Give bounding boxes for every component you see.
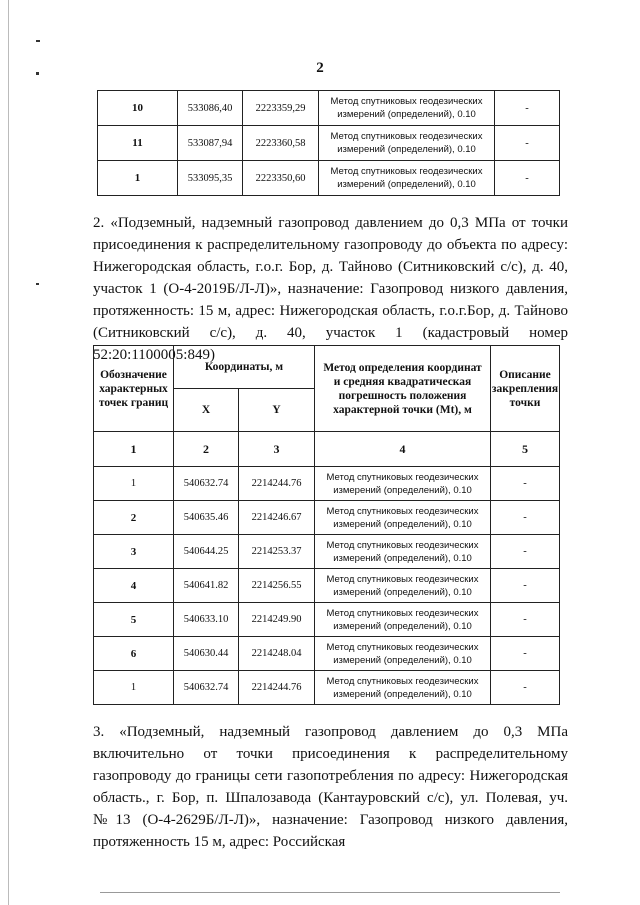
header-point: Обозначение характерных точек границ	[94, 346, 174, 432]
y-cell: 2214249.90	[239, 603, 315, 637]
table-row	[94, 535, 560, 569]
table-row	[94, 637, 560, 671]
table-row	[94, 569, 560, 603]
y-cell: 2223359,29	[243, 91, 319, 126]
point-cell: 2	[94, 501, 174, 535]
table-row	[94, 671, 560, 705]
x-cell: 540632.74	[174, 467, 239, 501]
description-cell: -	[491, 671, 560, 705]
point-cell: 1	[94, 671, 174, 705]
x-cell: 540644.25	[174, 535, 239, 569]
x-cell: 533086,40	[178, 91, 243, 126]
y-cell: 2223360,58	[243, 126, 319, 161]
description-cell: -	[495, 91, 560, 126]
method-cell: Метод спутниковых геодезических измерений (определений), 0.10	[315, 637, 491, 671]
coordinates-table-continued	[97, 90, 560, 196]
point-cell: 1	[94, 467, 174, 501]
header-x: X	[174, 389, 239, 432]
column-number: 3	[239, 432, 315, 467]
point-cell: 5	[94, 603, 174, 637]
table-row	[94, 501, 560, 535]
point-cell: 6	[94, 637, 174, 671]
y-cell: 2214244.76	[239, 467, 315, 501]
column-number: 2	[174, 432, 239, 467]
x-cell: 540630.44	[174, 637, 239, 671]
x-cell: 533095,35	[178, 161, 243, 196]
header-y: Y	[239, 389, 315, 432]
column-number: 5	[491, 432, 560, 467]
method-cell: Метод спутниковых геодезических измерений (определений), 0.10	[319, 91, 495, 126]
y-cell: 2214248.04	[239, 637, 315, 671]
x-cell: 540641.82	[174, 569, 239, 603]
description-cell: -	[491, 535, 560, 569]
header-description: Описание закрепления точки	[491, 346, 560, 432]
description-cell: -	[491, 467, 560, 501]
method-cell: Метод спутниковых геодезических измерений (определений), 0.10	[315, 467, 491, 501]
table-row	[98, 126, 560, 161]
method-cell: Метод спутниковых геодезических измерений (определений), 0.10	[315, 671, 491, 705]
description-cell: -	[495, 161, 560, 196]
point-cell: 4	[94, 569, 174, 603]
table-row	[98, 91, 560, 126]
header-method: Метод определения координат и средняя квадратическая погрешность положения характерной точки (Mt), м	[315, 346, 491, 432]
header-row	[94, 346, 560, 389]
y-cell: 2214256.55	[239, 569, 315, 603]
description-cell: -	[495, 126, 560, 161]
column-number-row	[94, 432, 560, 467]
method-cell: Метод спутниковых геодезических измерений (определений), 0.10	[315, 535, 491, 569]
description-cell: -	[491, 569, 560, 603]
method-cell: Метод спутниковых геодезических измерений (определений), 0.10	[315, 501, 491, 535]
x-cell: 540635.46	[174, 501, 239, 535]
method-cell: Метод спутниковых геодезических измерений (определений), 0.10	[315, 603, 491, 637]
description-cell: -	[491, 637, 560, 671]
method-cell: Метод спутниковых геодезических измерений (определений), 0.10	[315, 569, 491, 603]
y-cell: 2214246.67	[239, 501, 315, 535]
item-2-paragraph: 2. «Подземный, надземный газопровод давлением до 0,3 МПа от точки присоединения к распределительному газопроводу до объекта по адресу: Нижегородская область, г.о.г. Бор, д. Тайново (Ситниковский с/с), д. 40, участок 1 (О-4-2019Б/Л-Л)», назначение: Газопровод низкого давления, протяженность: 15 м, адрес: Нижегородская область, г.о.г.Бор, д. Тайново (Ситниковский с/с), д. 40, участок 1 (кадастровый номер 52:20:1100005:849)	[93, 215, 568, 363]
header-coordinates: Координаты, м	[174, 346, 315, 389]
method-cell: Метод спутниковых геодезических измерений (определений), 0.10	[319, 126, 495, 161]
description-cell: -	[491, 501, 560, 535]
table-row	[94, 467, 560, 501]
page-number: 2	[316, 60, 324, 76]
x-cell: 540632.74	[174, 671, 239, 705]
y-cell: 2223350,60	[243, 161, 319, 196]
scan-mark	[36, 283, 39, 285]
table-row	[98, 161, 560, 196]
table-row	[94, 603, 560, 637]
method-cell: Метод спутниковых геодезических измерений (определений), 0.10	[319, 161, 495, 196]
point-cell: 10	[98, 91, 178, 126]
x-cell: 533087,94	[178, 126, 243, 161]
item-3-paragraph: 3. «Подземный, надземный газопровод давлением до 0,3 МПа включительно от точки присоединения к распределительному газопроводу до границы сети газопотребления по адресу: Нижегородская область., г. Бор, п. Шпалозавода (Кантауровский с/с), ул. Полевая, уч. №13 (О-4-2629Б/Л-Л)», назначение: Газопровод низкого давления, протяженность 15 м, адрес: Российская	[93, 724, 568, 850]
coordinates-table	[93, 345, 560, 705]
y-cell: 2214244.76	[239, 671, 315, 705]
column-number: 1	[94, 432, 174, 467]
point-cell: 11	[98, 126, 178, 161]
column-number: 4	[315, 432, 491, 467]
description-cell: -	[491, 603, 560, 637]
scan-mark	[100, 892, 560, 893]
x-cell: 540633.10	[174, 603, 239, 637]
point-cell: 3	[94, 535, 174, 569]
scan-mark	[36, 40, 40, 42]
y-cell: 2214253.37	[239, 535, 315, 569]
point-cell: 1	[98, 161, 178, 196]
scan-mark	[8, 0, 9, 905]
